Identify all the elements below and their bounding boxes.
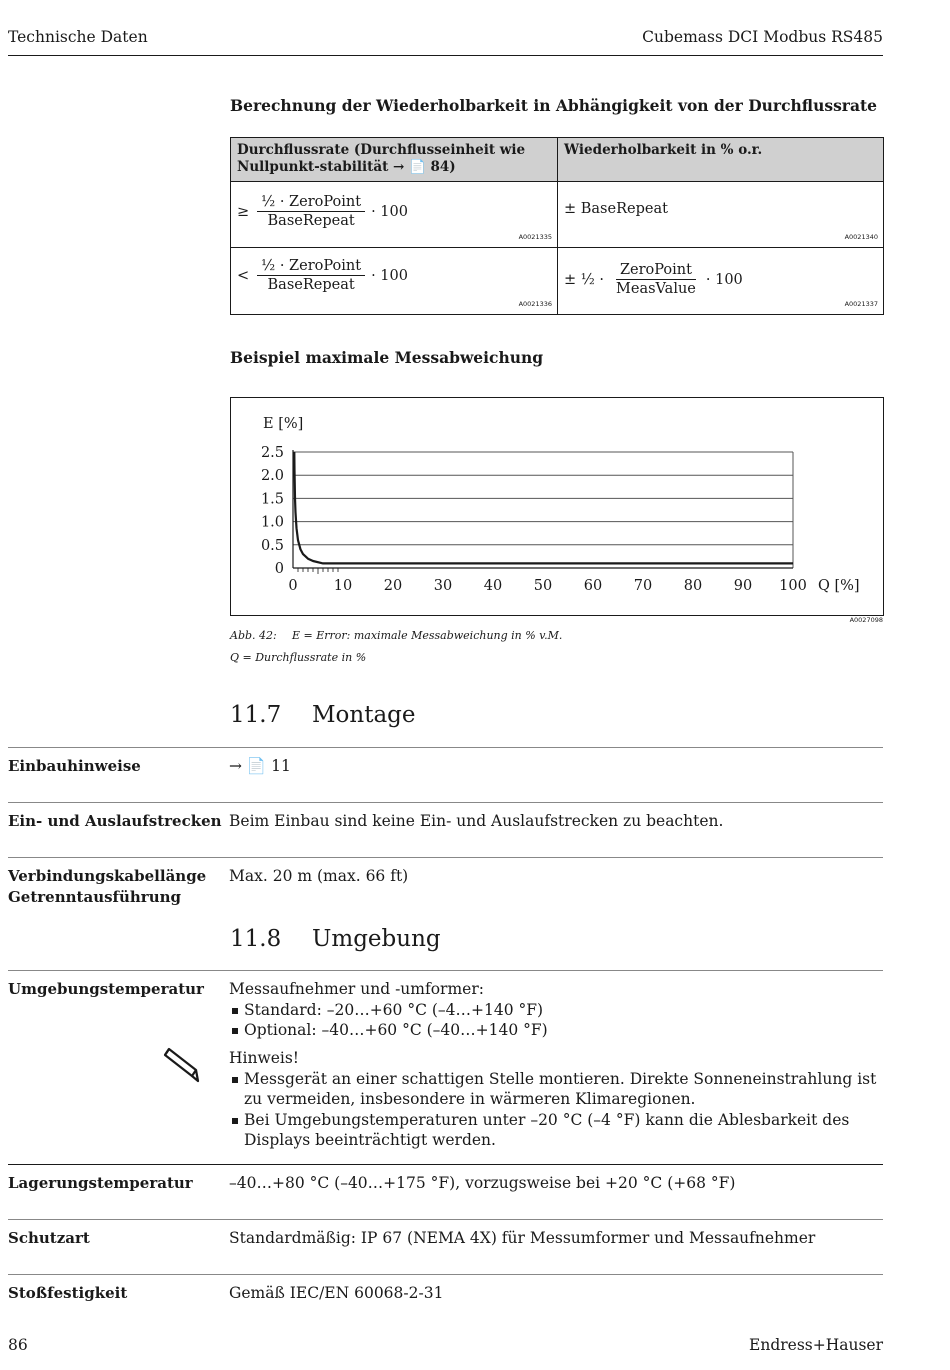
formula-code: A0021336	[518, 300, 552, 308]
condition-sign: <	[237, 267, 250, 284]
x-axis-label: Q [%]	[818, 578, 860, 594]
formula-code: A0021337	[844, 300, 878, 308]
ambient-temperature-label: Umgebungstemperatur	[8, 980, 204, 998]
formula-code: A0021335	[518, 233, 552, 241]
list-item: Optional: –40…+60 °C (–40…+140 °F)	[229, 1020, 879, 1041]
x-tick-label: 70	[633, 578, 653, 594]
page-number: 86	[8, 1336, 28, 1354]
section-umgebung-title	[230, 926, 441, 952]
x-tick-label: 50	[533, 578, 553, 594]
caption-number: Abb. 42:	[230, 629, 277, 642]
running-header-left: Technische Daten	[8, 28, 148, 46]
y-tick-label: 2.0	[260, 468, 284, 485]
fraction	[257, 258, 365, 293]
section-montage-title	[230, 702, 416, 728]
shock-resistance-label: Stoßfestigkeit	[8, 1284, 128, 1302]
repeatability-table	[230, 137, 884, 315]
x-tick-label: 100	[779, 578, 807, 594]
y-tick-label: 1.5	[260, 491, 284, 508]
series-line-error	[294, 452, 793, 563]
row-divider	[8, 747, 883, 748]
x-tick-label: 30	[433, 578, 453, 594]
condition-formula	[237, 258, 408, 293]
result-prefix: ± ½ ·	[564, 271, 605, 288]
row-label: Ein- und Auslaufstrecken	[8, 812, 222, 830]
section-title: Umgebung	[312, 926, 441, 952]
shock-resistance-value: Gemäß IEC/EN 60068-2-31	[229, 1284, 444, 1302]
result-cell	[558, 248, 884, 315]
storage-temperature-value: –40…+80 °C (–40…+175 °F), vorzugsweise bei +20 °C (+68 °F)	[229, 1174, 736, 1192]
x-tick-label: 90	[733, 578, 753, 594]
col2-header: Wiederholbarkeit in % o.r.	[558, 138, 884, 182]
condition-formula	[237, 194, 408, 229]
fraction-numerator: ZeroPoint	[616, 262, 696, 280]
protection-label: Schutzart	[8, 1229, 90, 1247]
fraction	[257, 194, 365, 229]
x-tick-label: 40	[483, 578, 503, 594]
row-divider	[8, 802, 883, 803]
y-axis-label: E [%]	[263, 416, 304, 432]
figure-caption	[230, 629, 562, 642]
row-divider	[8, 857, 883, 858]
fraction-denominator: BaseRepeat	[267, 213, 355, 229]
header-rule	[8, 55, 883, 56]
table-row	[231, 182, 884, 248]
row-value: → 📄 11	[229, 757, 291, 775]
ambient-temperature-value	[229, 979, 879, 1041]
y-tick-label: 0.5	[260, 537, 284, 554]
x-tick-label: 10	[333, 578, 353, 594]
running-header-right: Cubemass DCI Modbus RS485	[642, 28, 883, 46]
y-tick-label: 0	[274, 561, 284, 577]
ambient-list	[229, 1000, 879, 1041]
fraction-denominator: BaseRepeat	[267, 277, 355, 293]
ambient-intro: Messaufnehmer und -umformer:	[229, 980, 484, 998]
list-item: Standard: –20…+60 °C (–4…+140 °F)	[229, 1000, 879, 1021]
result-cell	[558, 182, 884, 248]
row-divider	[8, 1274, 883, 1275]
condition-cell	[231, 182, 558, 248]
fraction-denominator: MeasValue	[616, 281, 696, 297]
fraction-numerator: ½ · ZeroPoint	[257, 258, 365, 276]
col1-header: Durchflussrate (Durchflusseinheit wie Nullpunkt-stabilität → 📄 84)	[231, 138, 558, 182]
example-heading: Beispiel maximale Messabweichung	[230, 348, 544, 367]
result-formula	[564, 262, 743, 297]
multiplier: · 100	[371, 267, 408, 284]
result-formula: ± BaseRepeat	[564, 201, 668, 217]
x-tick-label: 80	[683, 578, 703, 594]
brand-name: Endress+Hauser	[749, 1336, 883, 1354]
note-title: Hinweis!	[229, 1049, 300, 1067]
row-divider	[8, 970, 883, 971]
multiplier: · 100	[371, 203, 408, 220]
row-divider	[8, 1219, 883, 1220]
multiplier: · 100	[705, 271, 743, 288]
x-tick-label: 0	[288, 578, 298, 594]
formula-code: A0021340	[844, 233, 878, 241]
condition-sign: ≥	[237, 203, 250, 220]
note-block	[229, 1048, 879, 1151]
y-tick-label: 2.5	[260, 445, 284, 461]
list-item: Bei Umgebungstemperaturen unter –20 °C (–4 °F) kann die Ablesbarkeit des Displays beeinträchtigt werden.	[229, 1110, 879, 1151]
y-tick-label: 1.0	[260, 514, 284, 531]
x-tick-label: 20	[383, 578, 403, 594]
caption-text: E = Error: maximale Messabweichung in % v.M.	[292, 629, 563, 642]
row-value: Beim Einbau sind keine Ein- und Auslaufstrecken zu beachten.	[229, 812, 724, 830]
x-tick-label: 60	[583, 578, 603, 594]
figure-code: A0027098	[849, 616, 883, 624]
fraction	[612, 262, 700, 297]
table-row	[231, 248, 884, 315]
fraction-numerator: ½ · ZeroPoint	[257, 194, 365, 212]
section-number: 11.8	[230, 926, 282, 952]
pencil-icon	[160, 1045, 200, 1089]
note-list	[229, 1069, 879, 1151]
storage-temperature-label: Lagerungstemperatur	[8, 1174, 193, 1192]
condition-cell	[231, 248, 558, 315]
protection-value: Standardmäßig: IP 67 (NEMA 4X) für Messumformer und Messaufnehmer	[229, 1229, 816, 1247]
error-chart	[231, 398, 883, 615]
list-item: Messgerät an einer schattigen Stelle montieren. Direkte Sonneneinstrahlung ist zu vermeiden, insbesondere in wärmeren Klimaregionen.	[229, 1069, 879, 1110]
figure-caption-line2: Q = Durchflussrate in %	[230, 651, 367, 664]
row-label: Verbindungskabellänge Getrenntausführung	[8, 867, 207, 906]
repeatability-heading: Berechnung der Wiederholbarkeit in Abhängigkeit von der Durchflussrate	[230, 96, 878, 115]
row-label: Einbauhinweise	[8, 757, 141, 775]
section-number: 11.7	[230, 702, 282, 728]
error-chart-frame	[230, 397, 884, 616]
row-value: Max. 20 m (max. 66 ft)	[229, 867, 409, 885]
row-divider	[8, 1164, 883, 1165]
section-title: Montage	[312, 702, 416, 728]
